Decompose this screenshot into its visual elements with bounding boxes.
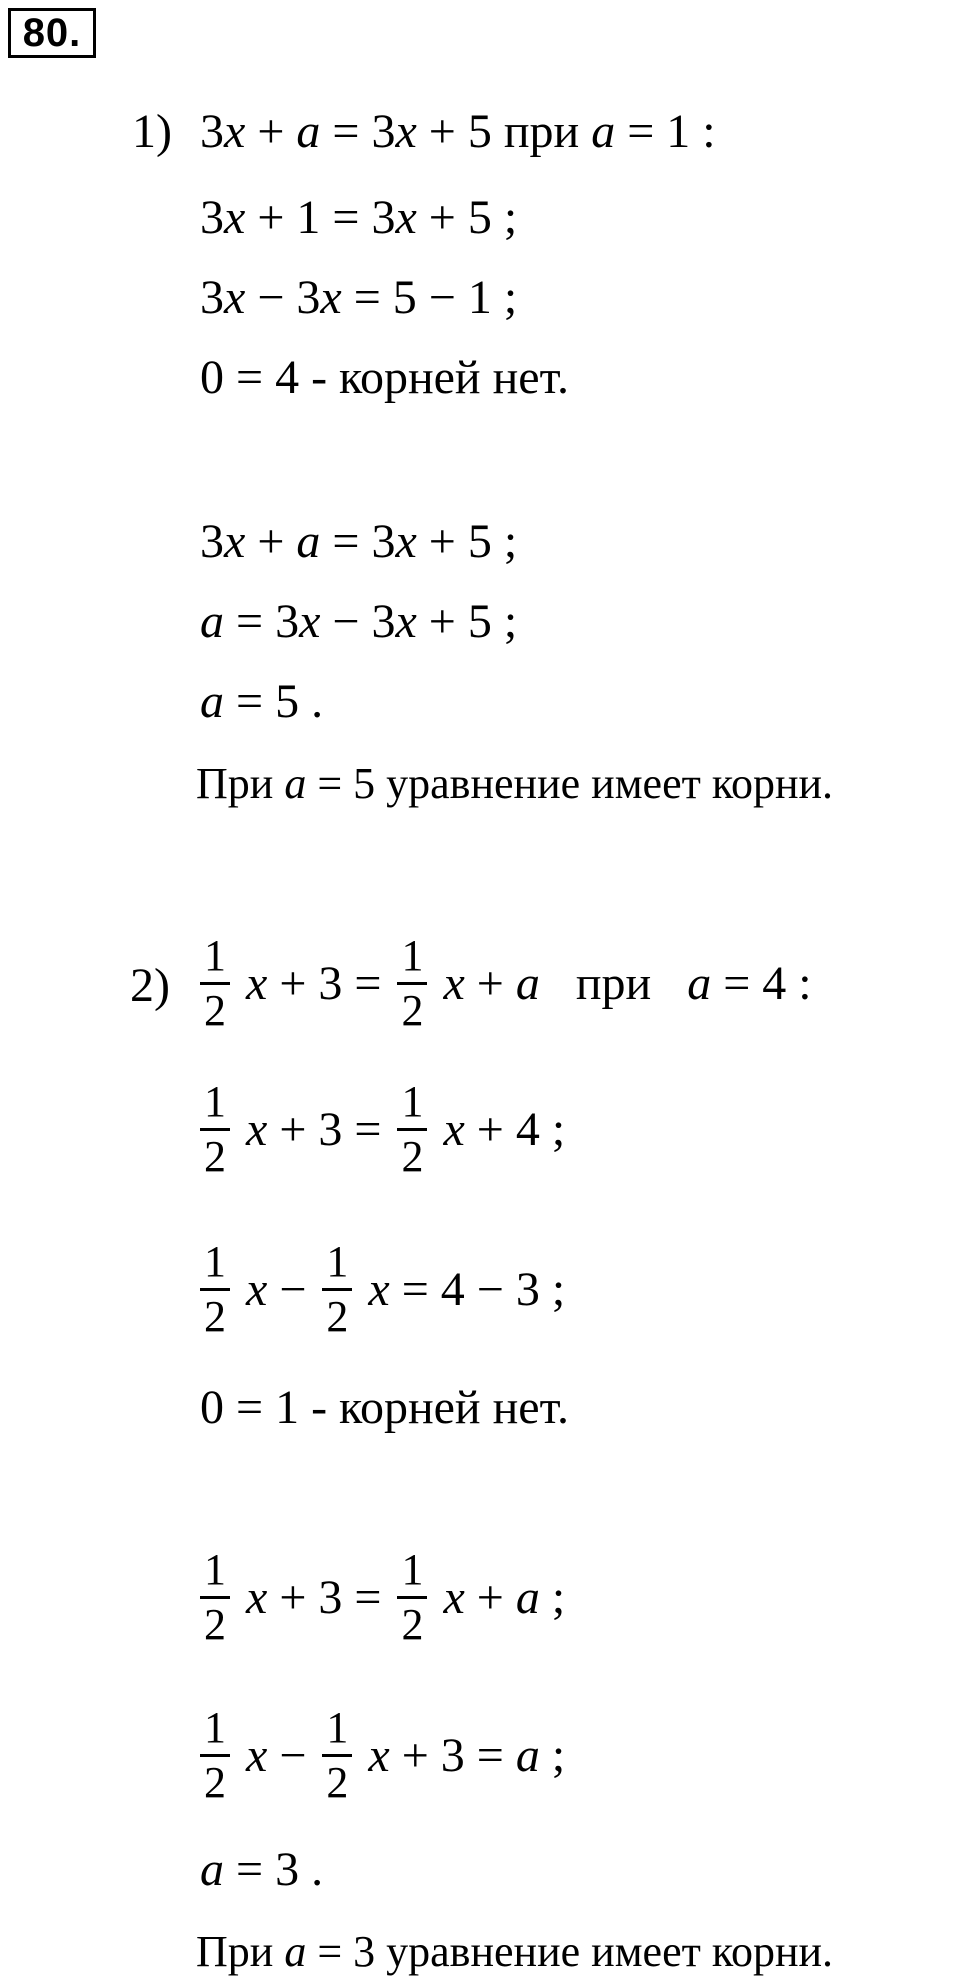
part1-line-3: 3x − 3x = 5 − 1 ; [200,271,518,324]
part1-line-5: 3x + a = 3x + 5 ; [200,515,518,568]
equation-segment: x + 3 = [246,1102,394,1156]
fraction: $\frac{1}{2}$ [322,1240,352,1339]
part1-line-7: a = 5 . [200,675,324,728]
part1-line-4: 0 = 4 - корней нет. [200,351,569,404]
fraction: $\frac{1}{2}$ [397,934,427,1033]
part2-line-7: a = 3 . [200,1843,324,1896]
part2-conclusion: При a = 3 уравнение имеет корни. [196,1927,834,1976]
part2-equation-3 [196,1234,565,1344]
part2-equation-6 [196,1700,565,1810]
fraction: $\frac{1}{2}$ [397,1080,427,1179]
part2-equation-5 [196,1542,565,1652]
fraction: $\frac{1}{2}$ [200,1080,230,1179]
equation-segment: x + 4 ; [443,1102,566,1156]
part2-equation-2 [196,1074,565,1184]
equation-segment: x − [246,1728,319,1782]
equation-segment: x + 3 = [246,1570,394,1624]
fraction: $\frac{1}{2}$ [397,1548,427,1647]
part1-label: 1) [132,105,172,158]
equation-segment: x + 3 = a ; [368,1728,566,1782]
equation-segment: x + a при a = 4 : [443,956,812,1010]
fraction: $\frac{1}{2}$ [200,1240,230,1339]
equation-segment: x + 3 = [246,956,394,1010]
problem-number: 80. [8,8,96,58]
part2-label: 2) [130,959,170,1012]
equation-segment: x = 4 − 3 ; [368,1262,566,1316]
fraction: $\frac{1}{2}$ [200,1548,230,1647]
part2-equation-1 [196,928,812,1038]
part1-line-1: 3x + a = 3x + 5 при a = 1 : [200,105,716,158]
equation-segment: x + a ; [443,1570,566,1624]
fraction: $\frac{1}{2}$ [200,934,230,1033]
fraction: $\frac{1}{2}$ [322,1706,352,1805]
part2-line-4: 0 = 1 - корней нет. [200,1381,569,1434]
part1-line-6: a = 3x − 3x + 5 ; [200,595,518,648]
part1-line-2: 3x + 1 = 3x + 5 ; [200,191,518,244]
part1-conclusion: При a = 5 уравнение имеет корни. [196,759,834,808]
equation-segment: x − [246,1262,319,1316]
fraction: $\frac{1}{2}$ [200,1706,230,1805]
